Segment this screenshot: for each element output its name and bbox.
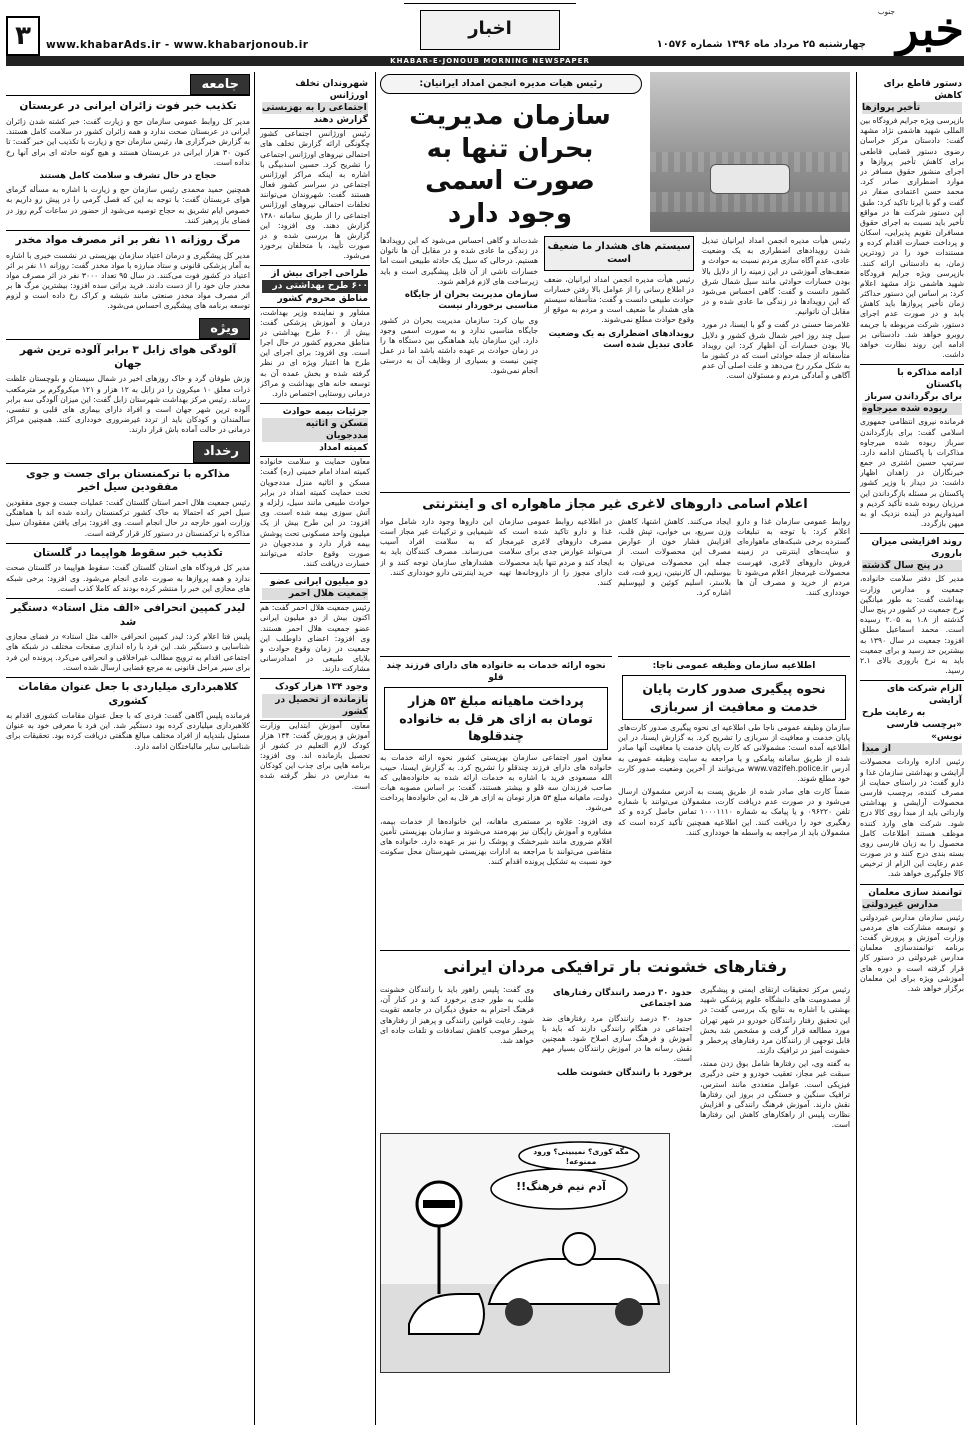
headline-line: طراحی اجرای بیش از (271, 269, 368, 280)
article-body: معاون آموزش ابتدایی وزارت آموزش و پرورش گفت: ۱۳۴ هزار کودک لازم التعلیم در کشور از تحصیل بازمانده اند. وی افزود: برنامه هایی برای جذب این کودکان به مدارس در نظر گرفته شده است. (260, 720, 370, 791)
news-headline (860, 76, 964, 116)
article-body: رئیس هیأت مدیره انجمن امداد ایرانیان، ضعف در اطلاع رسانی را از عوامل بالا رفتن خسارات حوادث طبیعی دانست و گفت: متأسفانه سیستم های هشدار ما ضعیف است و مردم به موقع از وقوع حوادث مطلع نمی‌شوند. (544, 274, 694, 325)
article-body: همچنین حمید محمدی رئیس سازمان حج و زیارت با اشاره به مسأله گرمای هوای عربستان گفت: با توجه به این که فصل گرمی را در پیش رو داریم به خصوص ایام تشریق به حجاج توصیه می‌شود از حضور در ساعات گرم روز در فضای باز پرهیز کنند. (6, 185, 250, 225)
headline-line: ادامه مذاکره با پاکستان (897, 368, 962, 391)
news-headline (860, 533, 964, 574)
article-body: رئیس مرکز تحقیقات ارتقای ایمنی و پیشگیری از مصدومیت های دانشگاه علوم پزشکی شهید بهشتی با اشاره به نتایج یک بررسی گفت: در این تحقیق رفتار رانندگان خودرو در شهر تهران مورد مطالعه قرار گرفت و مشخص شد بخش قابل توجهی از رانندگان مرد رفتارهای پرخطر و خشونت آمیز در ترافیک دارند. (700, 985, 850, 1056)
article-body: مشاور و نماینده وزیر بهداشت، درمان و آموزش پزشکی گفت: بیش از ۶۰۰ طرح بهداشتی در مناطق محروم کشور در حال اجرا است. وی افزود: برای اجرای این طرح ها اعتبار ویژه ای در نظر گرفته شده و بخش عمده آن به توسعه خانه های بهداشت و مراکز درمانی روستایی اختصاص دارد. (260, 307, 370, 398)
article-body: سازمان وظیفه عمومی ناجا طی اطلاعیه ای نحوه پیگیری صدور کارت‌های پایان خدمت و معافیت از سربازی را تشریح کرد. به گزارش ایسنا، در این اطلاعیه آمده است: مشمولانی که کارت پایان خدمت یا معافیت آنها صادر شده از طریق سامانه پیامکی و یا مراجعه به سایت وظیفه عمومی به آدرس www.vazifeh.police.ir می‌توانند از آخرین وضعیت صدور کارت خود مطلع شوند. (618, 723, 850, 783)
right-column (860, 72, 964, 1425)
headline-line: الزام شرکت های آرایشی (886, 684, 962, 707)
drugs-article (380, 492, 850, 652)
article-body: شدت‌اند و گاهی احساس می‌شود که این رویدادها در زندگی ما عادی شده و در مقابل آن ها ناتوان هستیم. درحالی که سیل یک حادثه طبیعی است اما خسارات ناشی از آن قابل پیشگیری است و باید زیرساخت های لازم فراهم شود. (380, 236, 538, 286)
section-tab-row (6, 74, 250, 96)
traffic-col-2 (542, 985, 692, 1082)
article-body: در اطلاعیه روابط عمومی سازمان غذا و دارو تاکید شده است که مصرف داروهای لاغری غیرمجاز می‌تواند عوارض جدی برای سلامت ایجاد کند و مردم تنها باید محصولات دارای مجوز را از داروخانه‌ها تهیه کنند. (499, 516, 612, 587)
article-body: معاون حمایت و سلامت خانواده کمیته امداد امام خمینی (ره) گفت: مسکن و اثاثیه منزل مددجویان تحت حمایت کمیته امداد در برابر حوادث طبیعی مانند سیل، زلزله و آتش سوزی بیمه شده است. وی افزود: در این طرح بیش از یک میلیون واحد مسکونی تحت پوشش بیمه قرار دارد و مددجویان در صورت وقوع حادثه می‌توانند خسارت دریافت کنند. (260, 457, 370, 569)
column-divider (856, 72, 857, 1425)
traffic-cartoon (380, 1133, 670, 1373)
article-body: رئیس اورژانس اجتماعی کشور چگونگی ارائه گزارش تخلف های احتمالی نیروهای اورژانس اجتماعی را تشریح کرد. حسین اسدبیگی با اشاره به اینکه مراکز اورژانس اجتماعی در سراسر کشور فعال هستند گفت: شهروندان می‌توانند تخلفات احتمالی نیروهای اورژانس اجتماعی را از طریق سامانه ۱۴۸۰ گزارش دهند. وی افزود: این گزارش ها بررسی شده و در صورت تأیید، با متخلفان برخورد می‌شود. (260, 129, 370, 261)
article-body: رئیس اداره واردات محصولات آرایشی و بهداشتی سازمان غذا و دارو گفت: در راستای حمایت از مصرف کننده، برچسب فارسی محصولات آرایشی و بهداشتی وارداتی باید از مبدأ روی کالا درج شود. شرکت های وارد کننده موظف هستند اطلاعات کامل محصول را به زبان فارسی روی بسته بندی درج کنند و در صورت عدم رعایت این الزام از ترخیص کالا جلوگیری خواهد شد. (860, 757, 964, 879)
article-body: معاون امور اجتماعی سازمان بهزیستی کشور نحوه ارائه خدمات به خانواده های دارای فرزند چندقلو را تشریح کرد. به گزارش ایسنا، حبیب الله مسعودی فرید با اشاره به خدمات ارائه شده به خانواده‌هایی که صاحب فرزندان سه قلو و بیشتر هستند، گفت: بر اساس مصوبه هیات دولت، ماهیانه مبلغ ۵۳ هزار تومان به ازای هر قل به این خانواده‌ها پرداخت می‌شود. (380, 752, 612, 813)
subhead: سازمان مدیریت بحران از جایگاه مناسبی برخوردار نیست (404, 289, 538, 312)
section-tab-row (6, 318, 250, 340)
news-headline (260, 678, 370, 720)
section-tab-society[interactable]: جامعه (190, 74, 250, 95)
section-tab-row (6, 441, 250, 463)
column-divider (254, 72, 255, 1425)
subhead: حدود ۳۰ درصد رانندگان رفتارهای ضد اجتماعی (553, 988, 692, 1010)
issue-date-line: چهارشنبه ۲۵ مرداد ماه ۱۳۹۶ شماره ۱۰۵۷۶ (656, 39, 866, 50)
news-headline (860, 364, 964, 417)
logo-word: خبر (896, 2, 964, 56)
article-body: وی افزود: علاوه بر مستمری ماهانه، این خانواده‌ها از خدمات بیمه، مشاوره و آموزش رایگان نیز بهره‌مند می‌شوند و سازمان بهزیستی تأمین اقلام ضروری مانند شیرخشک و پوشک را نیز بر عهده دارد. خانواده های متقاضی می‌توانند با مراجعه به ادارات بهزیستی شهرستان محل سکونت خود نسبت به تشکیل پرونده اقدام کنند. (380, 816, 612, 867)
headline-line: «برچسب فارسی نویس» (886, 720, 962, 743)
article-body: مدیر کل دفتر سلامت خانواده، جمعیت و مدارس وزارت بهداشت گفت: به طور میانگین نرخ جمعیت در کشور در پنج سال گذشته از ۱.۸ به ۲.۰۵ رسیده است. محمد اسماعیل مطلق افزود: جمعیت در سال ۱۳۹۰ به بیشترین حد رسید و برای جمعیت باید به نرخ باروری بالای ۲.۱ رسید. (860, 574, 964, 676)
news-headline: مرگ روزانه ۱۱ نفر بر اثر مصرف مواد مخدر (6, 230, 250, 248)
headline-line: اجتماعی را به بهزیستی (262, 103, 367, 114)
subhead: حجاج در حال تشرف و سلامت کامل هستند (39, 170, 217, 181)
headline-line: برای برگرداندن سرباز (865, 392, 962, 403)
news-headline: لیدر کمپین انحرافی «الف مثل استاد» دستگیر شد (6, 598, 250, 629)
news-headline (860, 884, 964, 913)
article-body: رئیس هیأت مدیره انجمن امداد ایرانیان تبدیل شدن رویدادهای اضطراری به یک وضعیت عادی، عدم آگاه سازی مردم نسبت به حوادث و ضعف‌های آموزشی در این زمینه را از دلایل بالا بودن خسارات حوادثی مانند سیل شمال شرق کشور دانست و گفت: گاهی احساس می‌شود که این رویدادها در زندگی ما عادی شده و در مقابل آن ناتوانیم. (702, 236, 850, 317)
subhead: برخورد با رانندگان خشونت طلب (557, 1067, 692, 1078)
headline-line: توانمند سازی معلمان (868, 887, 962, 898)
article-body: فرمانده پلیس آگاهی گفت: فردی که با جعل عنوان مقامات کشوری اقدام به کلاهبرداری میلیاردی کرده بود دستگیر شد. این فرد با معرفی خود به عنوان مسئول بلندپایه از افراد مختلف مبالغ هنگفتی دریافت کرده بود. تحقیقات برای شناسایی سایر مالباختگان ادامه دارد. (6, 711, 250, 751)
news-headline (860, 680, 964, 757)
headline-line: وجود ۱۳۴ هزار کودک (274, 682, 368, 693)
article-body: رئیس سازمان مدارس غیردولتی و توسعه مشارکت های مردمی وزارت آموزش و پرورش گفت: برنامه توانمندسازی معلمان مدارس غیردولتی در دستور کار قرار گرفته است و دوره های آموزشی ویژه برای این معلمان برگزار خواهد شد. (860, 912, 964, 993)
masthead (0, 0, 970, 70)
cartoon-bubble-2: آدم نیم فرهنگ!! (516, 1180, 606, 1193)
headline-line: تأخیر پروازها (862, 102, 962, 114)
headline-line: از مبدأ (862, 743, 962, 755)
section-tab-events[interactable]: رخداد (193, 441, 251, 462)
drugs-headline: اعلام اسامی داروهای لاغری غیر مجاز ماهواره ای و اینترنتی (422, 497, 808, 512)
news-headline: تکذیب خبر سقوط هواپیما در گلستان (6, 543, 250, 561)
news-headline (260, 265, 370, 307)
article-body: مدیر کل فرودگاه های استان گلستان گفت: سقوط هواپیما در گلستان صحت ندارد و همه پروازها به صورت عادی انجام می‌شود. وی افزود: برخی شبکه های مجازی این خبر را منتشر کرده بودند که کاملا کذب است. (6, 563, 250, 593)
headline-line: کمیته امداد (319, 443, 368, 454)
traffic-article (380, 950, 850, 1425)
article-body: پلیس فتا اعلام کرد: لیدر کمپین انحرافی «الف مثل استاد» در فضای مجازی شناسایی و دستگیر شد. این فرد با راه اندازی صفحات مختلف در شبکه های اجتماعی اقدام به ترویج مطالب غیراخلاقی و انحرافی می‌کرد. پرونده این فرد برای سیر مراحل قانونی به مرجع قضایی ارسال شده است. (6, 632, 250, 672)
article-body: فرمانده نیروی انتظامی جمهوری اسلامی گفت: برای بازگرداندن سرباز ربوده شده میرجاوه مذاکرات با پاکستان ادامه دارد. سرتیپ حسین اشتری در جمع خبرنگاران در زاهدان اظهار داشت: در دیدار با وزیر کشور پاکستان بر مسئله بازگرداندن این مرزبان ربوده شده تأکید کردیم و امیدواریم در آینده نزدیک او به میهن بازگردد. (860, 417, 964, 529)
headline-line: ۶۰۰ طرح بهداشتی در (262, 280, 368, 292)
headline-line: به رعایت طرح (862, 708, 926, 719)
newspaper-logo[interactable] (872, 4, 964, 62)
headline-line: مدارس غیردولتی (862, 899, 962, 911)
article-body: غلامرضا حسنی در گفت و گو با ایسنا، در مورد سیل چند روز اخیر شمال شرق کشور و دلایل بالا بودن خسارات آن اظهار کرد: این رویداد متأسفانه از جمله حوادثی است که در کشور ما به شکل مکرر رخ می‌دهد و علت اصلی آن عدم آگاهی و آمادگی مردم و مسئولان است. (702, 320, 850, 381)
article-body: مدیر کل روابط عمومی سازمان حج و زیارت گفت: خبر کشته شدن زائران ایرانی در عربستان صحت ندارد و همه زائران کشور در سلامت کامل هستند. به گزارش خبرگزاری ها، رئیس سازمان حج و زیارت با تکذیب این خبر گفت: تا کنون ۳۰ هزار ایرانی در عربستان هستند و هیچ گونه حادثه ای برای آنها رخ نداده است. (6, 117, 250, 167)
news-headline: کلاهبرداری میلیاردی با جعل عنوان مقامات کشوری (6, 677, 250, 708)
article-body: وی گفت: پلیس راهور باید با رانندگان خشونت طلب به طور جدی برخورد کند و در کنار آن، فرهنگ احترام به حقوق دیگران در جامعه تقویت شود. رعایت قوانین رانندگی و پرهیز از رفتارهای پرخطر موجب کاهش تصادفات و تلفات جاده ای خواهد شد. (380, 985, 534, 1045)
traffic-col-3 (380, 985, 534, 1049)
article-body: روابط عمومی سازمان غذا و دارو اعلام کرد: با توجه به تبلیغات گسترده برخی شبکه‌های ماهواره‌ای و سایت‌های اینترنتی در زمینه فروش داروهای لاغری، فهرست محصولات غیرمجاز اعلام می‌شود تا مردم از خرید و مصرف آن ها خودداری کنند. (737, 516, 850, 598)
ribbon-text: KHABAR-E-JONOUB MORNING NEWSPAPER (390, 57, 590, 65)
headline-line: دستور قاطع برای کاهش (883, 79, 962, 102)
twins-kicker: نحوه ارائه خدمات به خانواده های دارای فرزند چند قلو (386, 661, 606, 684)
headline-line: شهروندان تخلف اورژانس (295, 79, 368, 102)
headline-line: دو میلیون ایرانی عضو (270, 577, 368, 588)
headline-line: روند افزایشی میزان باروری (871, 537, 962, 560)
feature-kicker: رئیس هیات مدیره انجمن امداد ایرانیان: (380, 74, 642, 94)
subhead: رویدادهای اضطراری به یک وضعیت عادی تبدیل شده است (548, 328, 694, 351)
website-urls[interactable]: www.khabarAds.ir - www.khabarjonoub.ir (46, 39, 309, 51)
mid-column (260, 72, 370, 1425)
cartoon-bubble-1: مگه کوری؟ نمیبینی؟ ورود ممنوعه! (533, 1147, 629, 1167)
sidebar-title: سیستم های هشدار ما ضعیف است (544, 236, 694, 271)
news-headline: تکذیب خبر فوت زائران ایرانی در عربستان (19, 100, 237, 113)
news-headline (260, 76, 370, 129)
headline-line: مسکن و اثاثیه مددجویان (262, 418, 368, 442)
section-title: اخبار (420, 10, 560, 50)
conscription-kicker: اطلاعیه سازمان وظیفه عمومی ناجا: (652, 661, 816, 671)
article-body: مدیر کل پیشگیری و درمان اعتیاد سازمان بهزیستی در نشست خبری با اشاره به آمار پزشکی قانونی و ستاد مبارزه با مواد مخدر گفت: روزانه ۱۱ نفر بر اثر اعتیاد در کشور فوت می‌کنند. در سال ۹۵ تعداد ۳۰۰۰ نفر در اثر مصرف مواد مخدر جان خود را از دست دادند. فرید براتی سده افزود: بیشترین مرگ ها بر اثر مصرف مواد مخدر صنعتی مانند شیشه و کراک رخ داده است و لزوم توسعه برنامه های پیشگیری احساس می‌شود. (6, 250, 250, 311)
traffic-col-1 (700, 985, 850, 1133)
article-body: به گفته وی، این رفتارها شامل بوق زدن ممتد، سبقت غیر مجاز، تعقیب خودرو و حتی درگیری فیزیکی است. عوامل متعددی مانند استرس، ترافیک سنگین و خستگی در بروز این رفتارها نقش دارند. آموزش فرهنگ رانندگی و افزایش نظارت پلیس از راهکارهای کاهش این رفتارها است. (700, 1059, 850, 1130)
cartoon-drawing (380, 1134, 669, 1373)
section-tab-special[interactable]: ویژه (199, 318, 250, 339)
headline-line: گزارش دهند (313, 115, 368, 126)
article-body: رئیس جمعیت هلال احمر گفت: هم اکنون بیش از دو میلیون ایرانی عضو جمعیت هلال احمر هستند. وی افزود: اعضای داوطلب این جمعیت در زمان وقوع حوادث و بلایای طبیعی در امدادرسانی مشارکت دارند. (260, 603, 370, 674)
headline-line: جزئیات بیمه حوادث (282, 407, 368, 418)
news-headline (260, 573, 370, 603)
article-body: رئیس جمعیت هلال احمر استان گلستان گفت: عملیات جست و جوی مفقودین سیل اخیر که احتمالا به خاک کشور ترکمنستان رانده شده اند با هماهنگی وزارت امور خارجه در حال انجام است. وی افزود: برای یافتن مفقودان سیل مذاکره با ترکمنستان در دستور کار قرار گرفته است. (6, 498, 250, 538)
logo-subtitle: جنوب (878, 8, 895, 16)
drugs-columns (380, 517, 850, 601)
article-body: ایجاد می‌کنند. کاهش اشتها، کاهش وزن سریع، بی خوابی، تپش قلب، افزایش فشار خون از عوارض مصرف این محصولات است. از جمله این محصولات می‌توان به بیوسلیم، ال کارنیتین، زیرو فت، فت بلاستر، اسلیم کوئین و لیپوسلیم اشاره کرد. (618, 516, 731, 598)
news-headline: آلودگی هوای زابل ۳ برابر آلوده ترین شهر جهان (19, 344, 237, 370)
feature-col-3 (380, 236, 538, 380)
article-body: وی بیان کرد: سازمان مدیریت بحران در کشور جایگاه مناسبی ندارد و به صورت اسمی وجود دارد. این سازمان باید هماهنگی بین دستگاه ها را در زمان حوادث بر عهده داشته باشد اما در عمل چنین نیست و بسیاری از وظایف آن به درستی انجام نمی‌شود. (380, 315, 538, 376)
page-number: ۳ (6, 16, 40, 56)
headline-line: در پنج سال گذشته (862, 560, 962, 572)
headline-line: ربوده شده میرجاوه (862, 403, 962, 415)
headline-line: مناطق محروم کشور (277, 293, 368, 304)
flood-photo (650, 72, 850, 232)
news-headline (260, 403, 370, 457)
conscription-headline: نحوه پیگیری صدور کارت پایان خدمت و معافیت از سربازی (622, 675, 846, 720)
headline-line: جمعیت هلال احمر (262, 588, 368, 600)
traffic-headline: رفتارهای خشونت بار ترافیکی مردان ایرانی (443, 957, 787, 976)
left-column (6, 72, 250, 1425)
feature-article (380, 72, 850, 492)
article-body: این داروها وجود دارد شامل مواد شیمیایی و ترکیبات غیر مجاز است که به سلامت افراد آسیب می‌رساند. مصرف کنندگان باید به هشدارهای سازمان توجه کنند و از خرید اینترنتی دارو خودداری کنند. (380, 516, 493, 577)
news-headline: مذاکره با ترکمنستان برای جست و جوی مفقودین سیل اخیر (26, 467, 230, 494)
twins-headline: پرداخت ماهیانه مبلغ ۵۳ هزار تومان به ازای هر قل به خانواده چندقلوها (384, 687, 608, 750)
twins-article (380, 656, 612, 946)
submerged-car (710, 164, 790, 194)
feature-col-2 (544, 236, 694, 354)
headline-line: بازمانده از تحصیل در کشور (262, 694, 368, 718)
article-body: ضمناً کارت های صادر شده از طریق پست به آدرس مشمولان ارسال می‌شود و در صورت عدم دریافت کارت، مشمولان می‌توانند با شماره تلفن ۰۹۶۲۲۰ و یا پیامک به شماره ۱۰۰۰۱۱۱۰ تماس حاصل کرده و کد رهگیری خود را دریافت کنند. این اطلاعیه همچنین تأکید کرده است که مشمولان باید از مراجعه به واسطه ها خودداری کنند. (618, 787, 850, 837)
conscription-article (618, 656, 850, 946)
article-body: بازپرسی ویژه جرایم فرودگاه بین المللی شهید هاشمی نژاد مشهد گفت: دادستان مرکز خراسان رضوی دستور قضایی قاطعی برای کاهش تأخیر پروازها و اجرای منشور حقوق مسافر در موارد اضطراری صادر کرد. محمد حسن اعتمادی صفار در گفت و گو با ایرنا تاکید کرد: طبق این دستور شرکت ها در مواقع تأخیر باید نسبت به اجرای حقوق مسافران تقویم پذیرایی، اسکان و پرداخت خسارت اقدام کرده و مستندات خود را در زودترین زمان، به دادستانی ارائه کنند. بازپرسی ویژه جرایم فرودگاه شهید هاشمی نژاد مشهد اعلام کرد: بر اساس این دستور حداکثر زمان تأخیر پروازها باید کاهش یابد و در صورت عدم اجرای دستور، شرکت مربوطه با جریمه روبرو خواهد شد. دادستانی بر ادامه این روند نظارت خواهد داشت. (860, 116, 964, 360)
article-body: حدود ۳۰ درصد رانندگان مرد رفتارهای ضد اجتماعی در هنگام رانندگی دارند که باید با آموزش و فرهنگ سازی اصلاح شود. همچنین نقش رسانه ها در آموزش رانندگان بسیار مهم است. (542, 1013, 692, 1064)
article-body: وزش طوفان گرد و خاک روزهای اخیر در شمال سیستان و بلوچستان غلظت ذرات معلق ۱۰ میکرون را در زابل به ۱۲ هزار و ۱۲۱ میکروگرم بر مترمکعب رساند. رئیس مرکز بهداشت شهرستان زابل گفت: این میزان آلودگی سه برابر آلوده ترین شهر جهان است و افراد دارای بیماری های قلبی و تنفسی، سالمندان و کودکان باید از تردد غیرضروری خودداری کنند. همچنین مراکز درمانی در حالت آماده باش قرار دارند. (6, 374, 250, 435)
column-divider (375, 72, 376, 1425)
feature-headline: سازمان مدیریت بحران تنها به صورت اسمی وجود دارد (409, 101, 611, 229)
feature-col-1 (702, 236, 850, 384)
